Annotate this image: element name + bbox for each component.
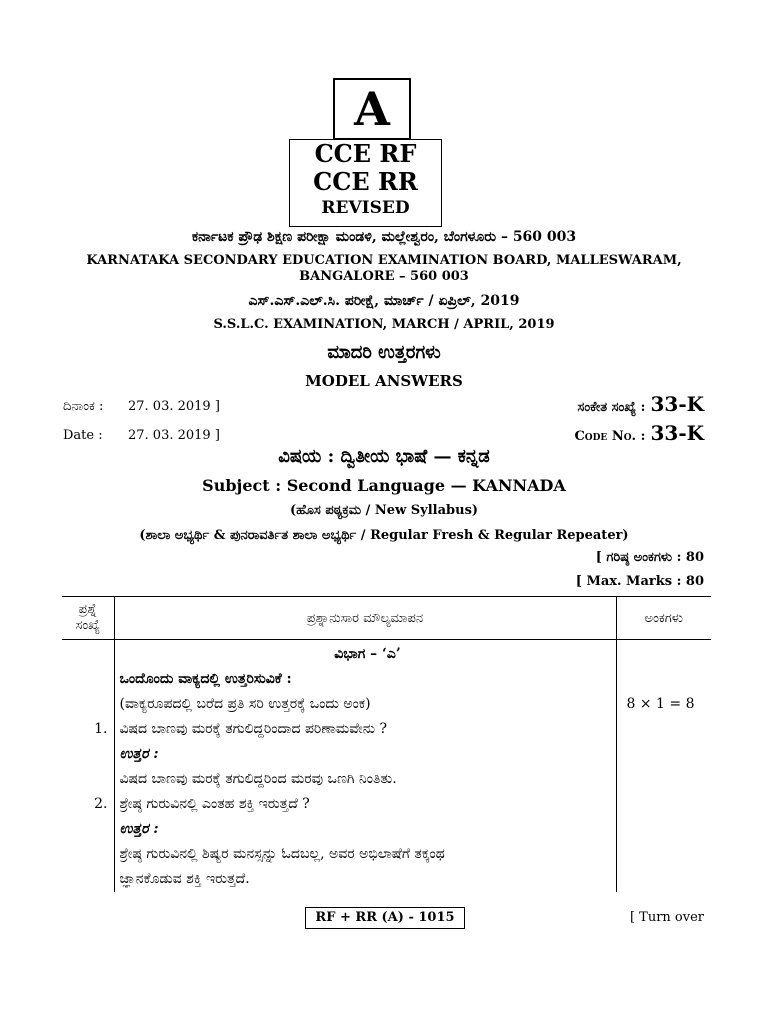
date-label-english: Date : <box>63 428 103 443</box>
header-qno-line2: ಸಂಖ್ಯೆ <box>75 618 100 633</box>
header-marks: ಅಂಕಗಳು <box>616 597 711 640</box>
code-english <box>574 421 704 445</box>
version-letter-box: A <box>333 78 411 140</box>
exam-code-box <box>289 139 442 227</box>
exam-title-english: S.S.L.C. EXAMINATION, MARCH / APRIL, 2019 <box>213 317 555 332</box>
board-name-english-line1: KARNATAKA SECONDARY EDUCATION EXAMINATION BOARD, MALLESWARAM, <box>86 253 682 268</box>
question-number-column <box>62 640 114 893</box>
section-heading: ವಿಭಾಗ – ‘ಎ’ <box>334 646 401 662</box>
code-label-kannada: ಸಂಕೇತ ಸಂಖ್ಯೆ : <box>577 400 646 415</box>
question-1-text: ವಿಷದ ಬಾಣವು ಮರಕ್ಕೆ ತಗುಲಿದ್ದರಿಂದಾದ ಪರಿಣಾಮವೇನು ? <box>119 721 387 737</box>
board-name-english-line2: BANGALORE – 560 003 <box>299 269 469 284</box>
answer-label-1: ಉತ್ತರ : <box>119 746 159 762</box>
code-value-english: 33-K <box>650 421 704 445</box>
header-qno-line1: ಪ್ರಶ್ನೆ <box>78 602 97 617</box>
turn-over: [ Turn over <box>629 910 704 925</box>
subject-kannada: ವಿಷಯ : ದ್ವಿತೀಯ ಭಾಷೆ — ಕನ್ನಡ <box>278 446 490 467</box>
question-2-text: ಶ್ರೇಷ್ಠ ಗುರುವಿನಲ್ಲಿ ಎಂತಹ ಶಕ್ತಿ ಇರುತ್ತದೆ ? <box>119 796 310 812</box>
header-question-number <box>62 597 114 640</box>
model-answers-english: MODEL ANSWERS <box>305 372 463 390</box>
date-label-kannada: ದಿನಾಂಕ : <box>63 399 104 414</box>
code-kannada <box>577 392 704 416</box>
question-number-1: 1. <box>94 721 108 737</box>
footer-code-box: RF + RR (A) - 1015 <box>305 907 465 929</box>
date-value-kannada: 27. 03. 2019 ] <box>128 399 220 414</box>
date-value-english: 27. 03. 2019 ] <box>128 428 220 443</box>
candidate-type-english: Regular Fresh & Regular Repeater) <box>370 528 629 543</box>
candidate-type <box>0 528 768 543</box>
syllabus: (ಹೊಸ ಪಠ್ಯಕ್ರಮ / New Syllabus) <box>289 503 479 518</box>
instruction-line1: ಒಂದೊಂದು ವಾಕ್ಯದಲ್ಲಿ ಉತ್ತರಿಸುವಿಕೆ : <box>119 671 292 687</box>
marks-allotted: 8 × 1 = 8 <box>626 696 695 712</box>
code-value-kannada: 33-K <box>650 392 704 416</box>
max-marks-kannada: [ ಗರಿಷ್ಠ ಅಂಕಗಳು : 80 <box>595 550 704 565</box>
marks-column <box>616 640 711 893</box>
board-name-kannada: ಕರ್ನಾಟಕ ಪ್ರೌಢ ಶಿಕ್ಷಣ ಪರೀಕ್ಷಾ ಮಂಡಳಿ, ಮಲ್ಲೇಶ್ವರಂ, ಬೆಂಗಳೂರು – 560 003 <box>191 229 577 245</box>
answer-1-text: ವಿಷದ ಬಾಣವು ಮರಕ್ಕೆ ತಗುಲಿದ್ದರಿಂದ ಮರವು ಒಣಗಿ ನಿಂತಿತು. <box>119 771 397 787</box>
header-evaluation: ಪ್ರಶ್ನಾನುಸಾರ ಮೌಲ್ಯಮಾಪನ <box>114 597 616 640</box>
answer-label-2: ಉತ್ತರ : <box>119 821 159 837</box>
exam-code-line3: REVISED <box>321 198 410 218</box>
exam-code-line2: CCE RR <box>313 167 418 196</box>
candidate-type-kannada: (ಶಾಲಾ ಅಭ್ಯರ್ಥಿ & ಪುನರಾವರ್ತಿತ ಶಾಲಾ ಅಭ್ಯರ್ಥಿ / <box>139 528 366 543</box>
model-answers-kannada: ಮಾದರಿ ಉತ್ತರಗಳು <box>327 342 441 363</box>
answer-table <box>62 596 711 892</box>
exam-title-kannada: ಎಸ್.ಎಸ್.ಎಲ್.ಸಿ. ಪರೀಕ್ಷೆ, ಮಾರ್ಚ್ / ಏಪ್ರಿಲ್, 2019 <box>248 293 520 309</box>
max-marks-english: [ Max. Marks : 80 <box>575 574 704 589</box>
question-number-2: 2. <box>94 796 108 812</box>
table-header-row <box>62 597 711 640</box>
instruction-line2: (ವಾಕ್ಯರೂಪದಲ್ಲಿ ಬರೆದ ಪ್ರತಿ ಸರಿ ಉತ್ತರಕ್ಕೆ ಒಂದು ಅಂಕ) <box>119 696 371 712</box>
code-label-english: Code No. : <box>574 429 646 444</box>
answer-2-text-line2: ಜ್ಞಾನಕೊಡುವ ಶಕ್ತಿ ಇರುತ್ತದೆ. <box>119 871 250 887</box>
exam-code-line1: CCE RF <box>314 139 417 168</box>
subject-english: Subject : Second Language — KANNADA <box>202 476 566 495</box>
evaluation-column <box>114 640 616 893</box>
answer-2-text-line1: ಶ್ರೇಷ್ಠ ಗುರುವಿನಲ್ಲಿ ಶಿಷ್ಯರ ಮನಸ್ಸನ್ನು ಓದಬಲ್ಲ, ಅವರ ಅಭಿಲಾಷೆಗೆ ತಕ್ಕಂಥ <box>119 846 445 862</box>
table-body-row <box>62 640 711 893</box>
